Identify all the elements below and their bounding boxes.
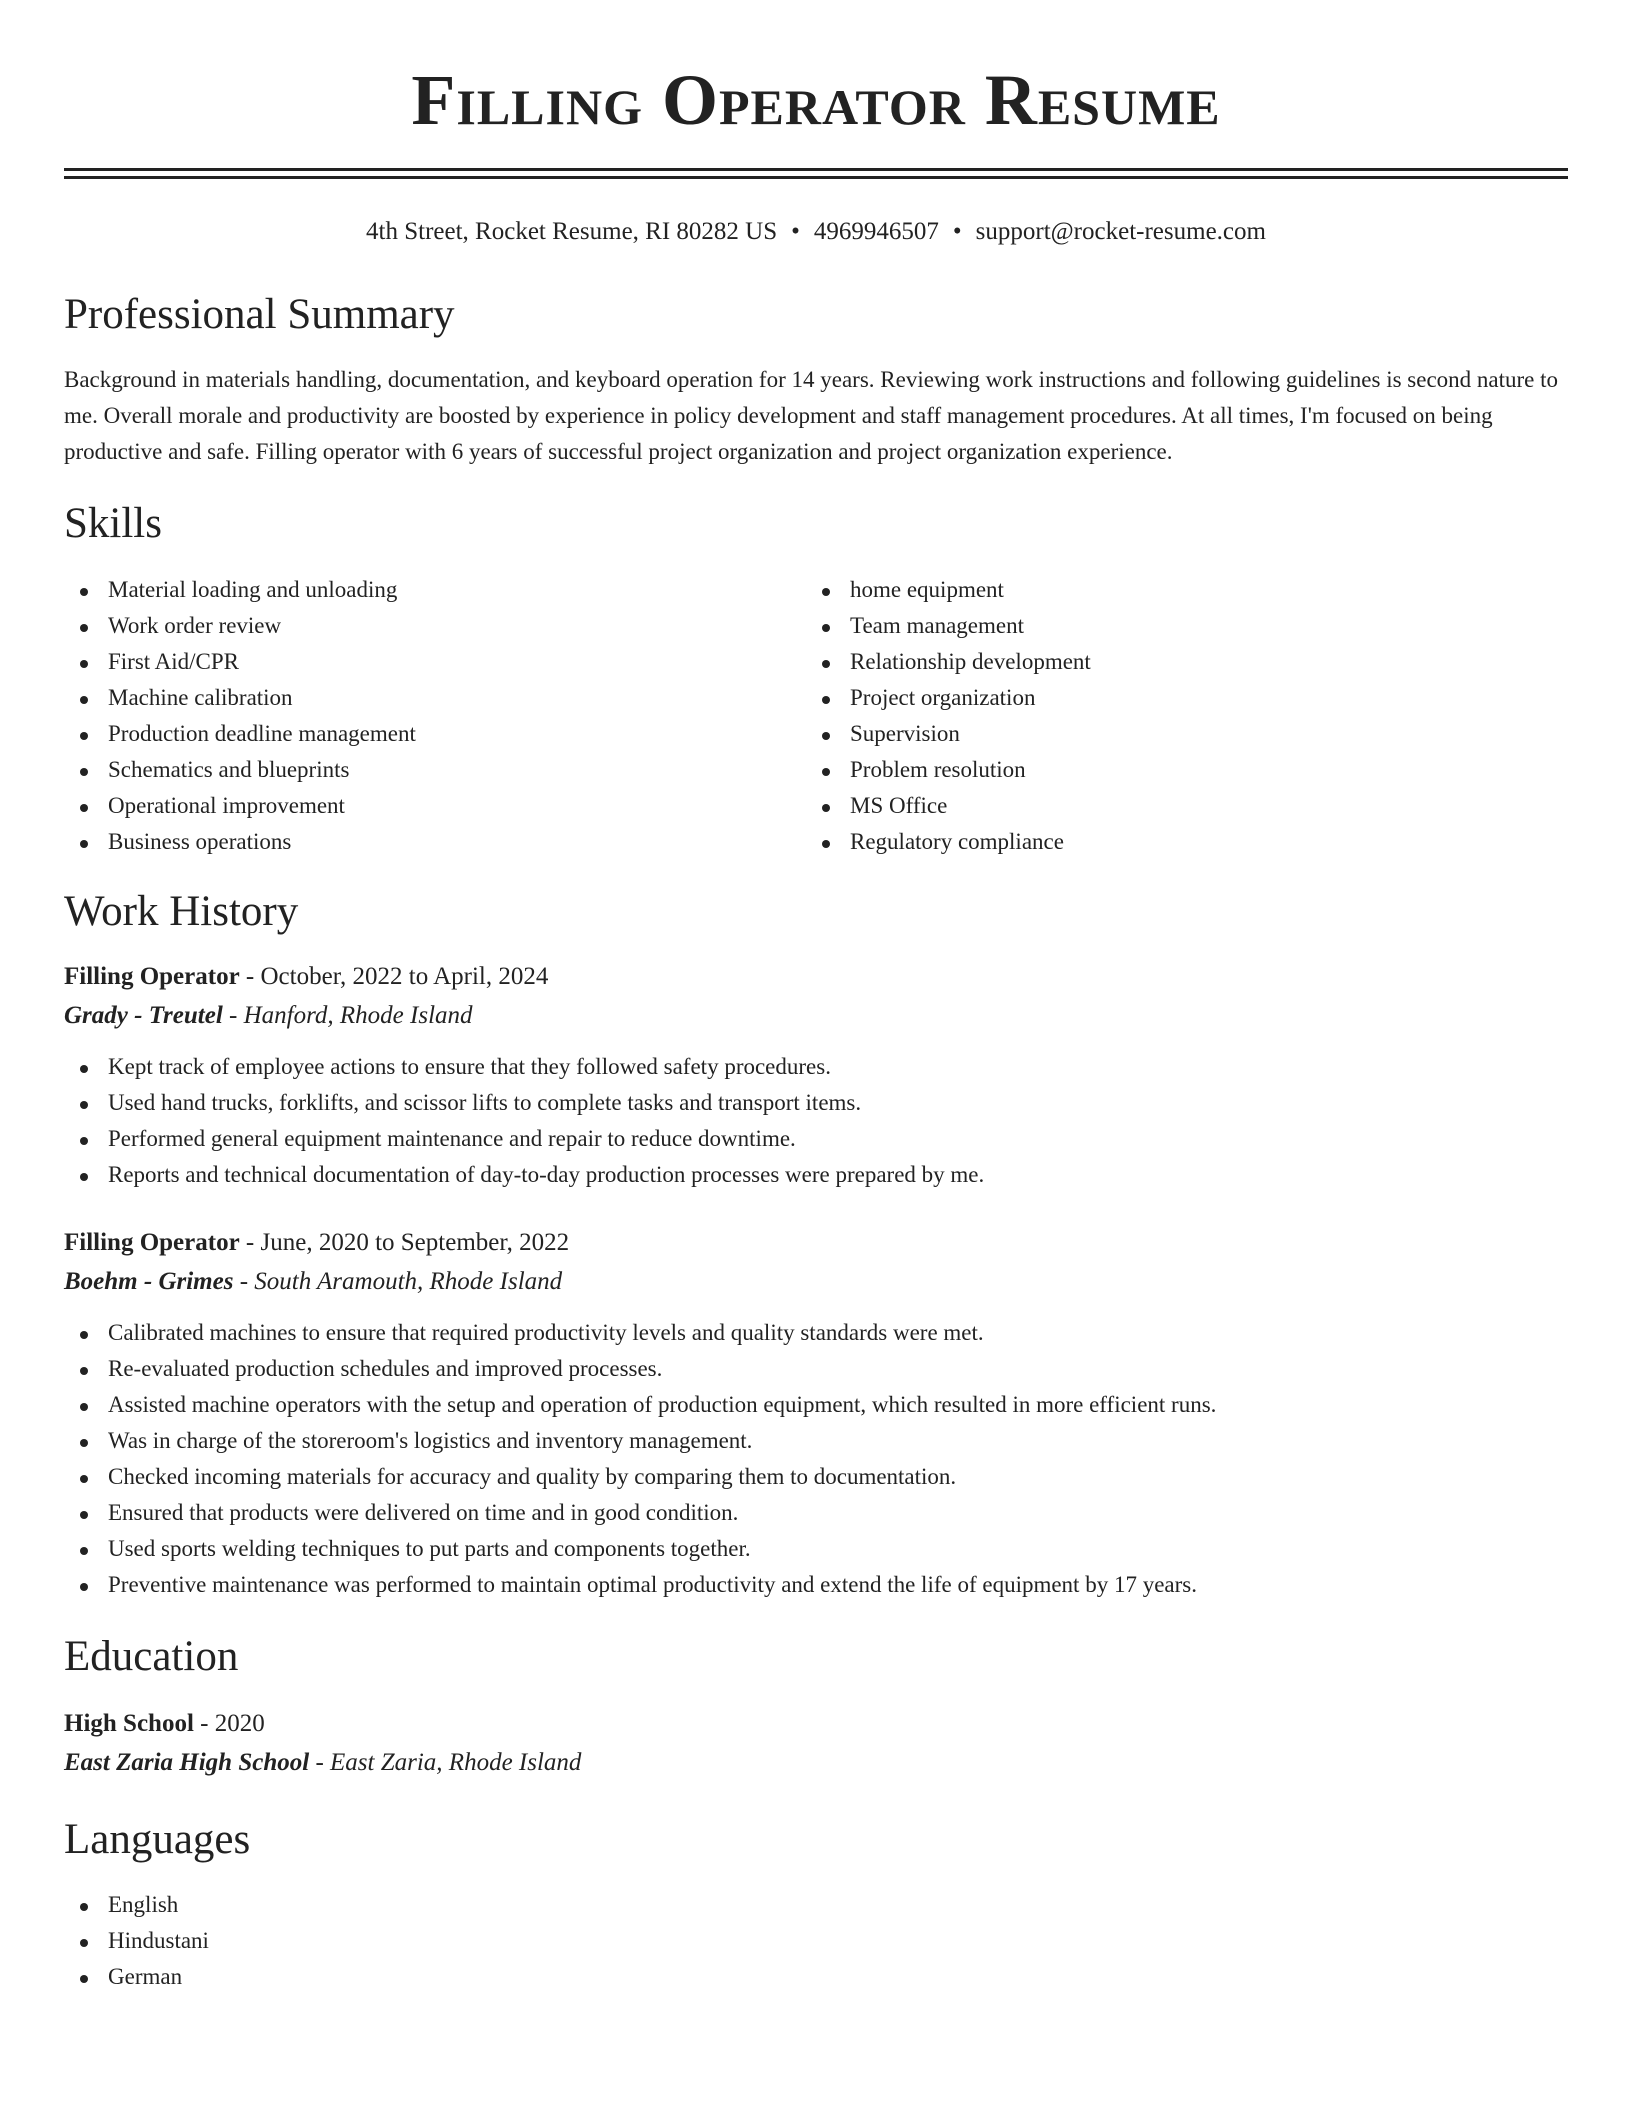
job-duty-item: Preventive maintenance was performed to maintain optimal productivity and extend the life of equipment by 17 years. [64, 1567, 1568, 1603]
job-dates: June, 2020 to September, 2022 [260, 1228, 570, 1256]
work-history-heading: Work History [64, 887, 299, 935]
contact-separator: • [791, 218, 800, 245]
job-duty-item: Assisted machine operators with the setup and operation of production equipment, which resulted in more efficient runs. [64, 1387, 1568, 1423]
skill-item: Schematics and blueprints [64, 752, 806, 788]
skill-item: Work order review [64, 608, 806, 644]
skill-item: Operational improvement [64, 788, 806, 824]
education-degree-line: High School - 2020 [64, 1710, 265, 1738]
job-duty-item: Kept track of employee actions to ensure that they followed safety procedures. [64, 1049, 1568, 1085]
job-duty-item: Used hand trucks, forklifts, and scissor lifts to complete tasks and transport items. [64, 1085, 1568, 1121]
job-entry [64, 1223, 1568, 1603]
languages-list [64, 1887, 1568, 1995]
skill-item: Material loading and unloading [64, 572, 806, 608]
contact-email: support@rocket-resume.com [975, 218, 1266, 245]
education-year: 2020 [214, 1710, 265, 1738]
job-duty-item: Ensured that products were delivered on time and in good condition. [64, 1495, 1568, 1531]
contact-line [64, 217, 1568, 247]
education-location: East Zaria, Rhode Island [330, 1749, 582, 1777]
job-duty-item: Calibrated machines to ensure that required productivity levels and quality standards were met. [64, 1315, 1568, 1351]
skills-list [64, 572, 1568, 860]
job-location: Hanford, Rhode Island [243, 1001, 473, 1029]
languages-heading: Languages [64, 1816, 251, 1864]
page-title: Filling Operator Resume [411, 60, 1221, 140]
job-title-line: Filling Operator - June, 2020 to September, 2022 [64, 1228, 570, 1256]
skills-heading: Skills [64, 500, 162, 548]
education-school-line: East Zaria High School - East Zaria, Rhode Island [64, 1749, 582, 1777]
job-duty-item: Used sports welding techniques to put parts and components together. [64, 1531, 1568, 1567]
skills-column-left [64, 572, 806, 860]
job-location: South Aramouth, Rhode Island [254, 1267, 563, 1295]
language-item: English [64, 1887, 1568, 1923]
language-item: Hindustani [64, 1923, 1568, 1959]
job-duty-item: Was in charge of the storeroom's logistics and inventory management. [64, 1423, 1568, 1459]
skill-item: Production deadline management [64, 716, 806, 752]
job-entry [64, 957, 1568, 1193]
summary-text: Background in materials handling, documentation, and keyboard operation for 14 years. Reviewing work instructions and following guidelines is second nature to me. Overall morale and productivity are boosted by experience in policy development and staff management procedures. At all times, I'm focused on being productive and safe. Filling operator with 6 years of successful project organization and project organization experience. [64, 367, 1559, 465]
skill-item: MS Office [806, 788, 1548, 824]
job-dates: October, 2022 to April, 2024 [260, 962, 549, 990]
skill-item: Supervision [806, 716, 1548, 752]
summary-heading: Professional Summary [64, 291, 455, 338]
job-duty-item: Re-evaluated production schedules and improved processes. [64, 1351, 1568, 1387]
job-company-line: Boehm - Grimes - South Aramouth, Rhode Island [64, 1267, 563, 1295]
education-heading: Education [64, 1632, 239, 1680]
job-title: Filling Operator [64, 1228, 240, 1256]
job-duty-item: Performed general equipment maintenance and repair to reduce downtime. [64, 1121, 1568, 1157]
education-degree: High School [64, 1710, 194, 1738]
title-divider [64, 168, 1568, 179]
job-company: Boehm - Grimes [64, 1267, 234, 1295]
skill-item: Team management [806, 608, 1548, 644]
contact-separator: • [952, 218, 962, 245]
job-duty-item: Reports and technical documentation of day-to-day production processes were prepared by me. [64, 1157, 1568, 1193]
job-title-line: Filling Operator - October, 2022 to April, 2024 [64, 962, 549, 990]
skill-item: Business operations [64, 824, 806, 860]
skill-item: Regulatory compliance [806, 824, 1548, 860]
job-company-line: Grady - Treutel - Hanford, Rhode Island [64, 1001, 473, 1029]
skill-item: Project organization [806, 680, 1548, 716]
job-title: Filling Operator [64, 962, 240, 990]
skill-item: First Aid/CPR [64, 644, 806, 680]
contact-phone: 4969946507 [813, 218, 939, 245]
job-company: Grady - Treutel [64, 1001, 223, 1029]
skills-column-right [806, 572, 1548, 860]
job-duties [64, 1049, 1568, 1193]
skill-item: Relationship development [806, 644, 1548, 680]
job-duties [64, 1315, 1568, 1603]
education-entry [64, 1704, 1568, 1782]
contact-address: 4th Street, Rocket Resume, RI 80282 US [366, 218, 778, 245]
languages-section [64, 1887, 1568, 1995]
skill-item: Problem resolution [806, 752, 1548, 788]
job-duty-item: Checked incoming materials for accuracy and quality by comparing them to documentation. [64, 1459, 1568, 1495]
skill-item: Machine calibration [64, 680, 806, 716]
skill-item: home equipment [806, 572, 1548, 608]
language-item: German [64, 1959, 1568, 1995]
education-school: East Zaria High School [64, 1749, 310, 1777]
